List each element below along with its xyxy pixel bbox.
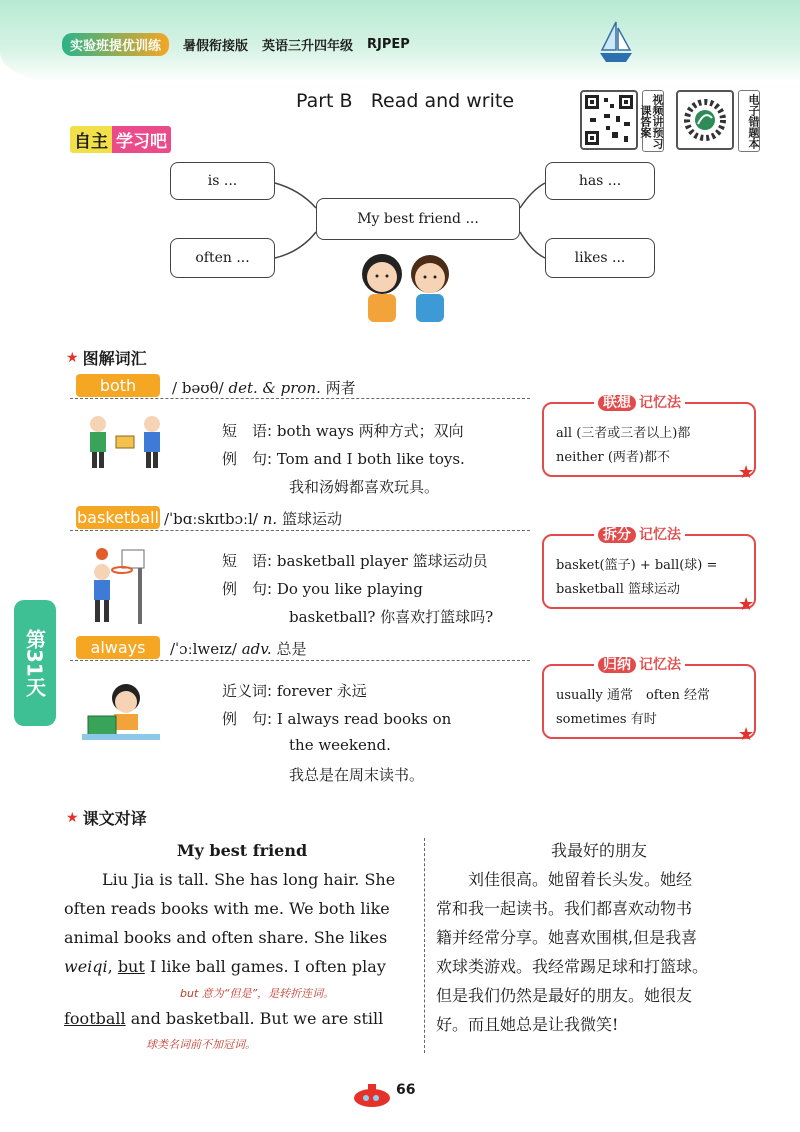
memory-line2: basketball 篮球运动 xyxy=(556,582,681,597)
basketball-phrase: basketball player 篮球运动员 xyxy=(276,552,488,570)
always-line2 xyxy=(222,708,451,729)
chinese-line: 好。而且她总是让我微笑! xyxy=(436,1015,619,1034)
mindmap-has: has ... xyxy=(545,162,655,200)
mindmap-center: My best friend ... xyxy=(316,198,520,240)
chinese-line: 欢球类游戏。我经常踢足球和打篮球。 xyxy=(436,957,709,976)
version-label: RJPEP xyxy=(367,37,410,52)
pron-text: /ˈɔːlweɪz/ xyxy=(170,640,237,658)
always-line4: 我总是在周末读书。 xyxy=(289,766,425,784)
english-line: football and basketball. But we are still xyxy=(64,1009,384,1028)
english-line: weiqi, but I like ball games. I often play xyxy=(64,957,386,976)
kids-exchange-illustration xyxy=(80,412,170,472)
chinese-line: 刘佳很高。她留着长头发。她经 xyxy=(468,870,693,889)
mindmap-often: often ... xyxy=(170,238,275,278)
vocab-section-heading xyxy=(66,346,147,369)
always-line1 xyxy=(222,680,367,701)
pos-text: n. xyxy=(262,510,278,528)
word-tag-basketball: basketball xyxy=(77,508,159,527)
weiqi-word: weiqi xyxy=(64,957,108,976)
always-label1: 近义词: xyxy=(222,682,273,700)
always-label2: 例 句: xyxy=(222,710,273,728)
basketball-player-illustration xyxy=(82,544,162,626)
chinese-title: 我最好的朋友 xyxy=(550,841,647,860)
memory-title: 联想 记忆法 xyxy=(594,392,685,412)
memory-line1: basket(篮子) + ball(球) = xyxy=(556,558,718,573)
basketball-label1: 短 语: xyxy=(222,552,273,570)
always-example: I always read books on xyxy=(276,710,452,728)
column-divider xyxy=(424,838,425,1053)
starfish-icon: ★ xyxy=(738,594,755,615)
pron-text: /ˈbɑːskɪtbɔːl/ xyxy=(164,510,258,528)
pron-text: / bəʊθ/ xyxy=(172,379,224,397)
chinese-line: 但是我们仍然是最好的朋友。她很友 xyxy=(436,986,693,1005)
both-label1: 短 语: xyxy=(222,422,273,440)
basketball-line2 xyxy=(222,578,423,599)
divider xyxy=(70,398,530,399)
memory-box-association xyxy=(542,395,756,477)
word-pron-both xyxy=(172,377,356,398)
english-line: Liu Jia is tall. She has long hair. She xyxy=(102,870,396,889)
english-title: My best friend xyxy=(176,841,308,860)
chinese-line: 常和我一起读书。我们都喜欢动物书 xyxy=(436,899,693,918)
meaning-text: 总是 xyxy=(276,640,307,658)
football-note: 球类名词前不加冠词。 xyxy=(146,1038,256,1051)
submarine-icon xyxy=(352,1080,392,1108)
vocab-section-title: 图解词汇 xyxy=(82,349,147,368)
english-line: often reads books with me. We both like xyxy=(64,899,390,918)
english-passage xyxy=(64,836,420,981)
ebook-qr-label: 电子错题本 xyxy=(738,90,760,152)
basketball-line3: basketball? 你喜欢打篮球吗? xyxy=(289,608,494,626)
memory-box-split xyxy=(542,527,756,609)
edition-label: 暑假衔接版 xyxy=(183,39,249,54)
memory-box-summary xyxy=(542,657,756,739)
meaning-text: 两者 xyxy=(325,379,356,397)
word-tag-always: always xyxy=(76,636,160,659)
page-title: Part B Read and write xyxy=(296,90,515,112)
both-example: Tom and I both like toys. xyxy=(276,450,465,468)
pos-text: adv. xyxy=(241,640,272,658)
starfish-icon: ★ xyxy=(738,724,755,745)
memory-line1: usually 通常 often 经常 xyxy=(556,688,711,703)
but-note: but 意为“但是”，是转折连词。 xyxy=(180,987,335,1000)
memory-line1: all (三者或三者以上)都 xyxy=(556,426,691,441)
meaning-text: 篮球运动 xyxy=(281,510,342,528)
star-icon: ★ xyxy=(66,349,79,366)
starfish-icon: ★ xyxy=(738,462,755,483)
girl-reading-illustration xyxy=(80,680,162,746)
word-pron-always xyxy=(170,638,307,659)
mindmap-likes: likes ... xyxy=(545,238,655,278)
but-word: but xyxy=(117,957,145,976)
basketball-line1 xyxy=(222,550,488,571)
text-section-title: 课文对译 xyxy=(82,809,147,828)
two-children-illustration xyxy=(352,244,460,324)
video-qr-label: 视频讲预习课答案 xyxy=(642,90,664,152)
word-pron-basketball xyxy=(164,508,342,529)
both-label2: 例 句: xyxy=(222,450,273,468)
basketball-label2: 例 句: xyxy=(222,580,273,598)
mindmap-is: is ... xyxy=(170,162,275,200)
english-line: animal books and often share. She likes xyxy=(64,928,388,947)
always-synonym: forever 永远 xyxy=(276,682,367,700)
divider xyxy=(70,530,530,531)
text-section-heading xyxy=(66,806,147,829)
memory-title: 拆分 记忆法 xyxy=(594,524,685,544)
football-word: football xyxy=(64,1009,126,1028)
always-line3: the weekend. xyxy=(289,736,391,754)
series-title: 实验班提优训练 xyxy=(62,33,169,56)
word-tag-both: both xyxy=(76,374,160,397)
basketball-example: Do you like playing xyxy=(276,580,423,598)
self-study-part2: 学习吧 xyxy=(112,126,171,153)
pos-text: det. & pron. xyxy=(228,379,321,397)
both-line3: 我和汤姆都喜欢玩具。 xyxy=(289,478,440,496)
both-phrase: both ways 两种方式；双向 xyxy=(276,422,464,440)
self-study-part1: 自主 xyxy=(70,126,112,153)
memory-title: 归纳 记忆法 xyxy=(594,654,685,674)
page-number: 66 xyxy=(396,1082,416,1098)
day-tab: 第31天 xyxy=(14,600,56,726)
memory-line2: neither (两者)都不 xyxy=(556,450,671,465)
chinese-passage xyxy=(436,836,762,1039)
both-line1 xyxy=(222,420,464,441)
memory-line2: sometimes 有时 xyxy=(556,712,657,727)
divider xyxy=(70,660,530,661)
course-label: 英语三升四年级 xyxy=(262,39,354,54)
chinese-line: 籍并经常分享。她喜欢围棋,但是我喜 xyxy=(436,928,698,947)
star-icon: ★ xyxy=(66,809,79,826)
both-line2 xyxy=(222,448,465,469)
